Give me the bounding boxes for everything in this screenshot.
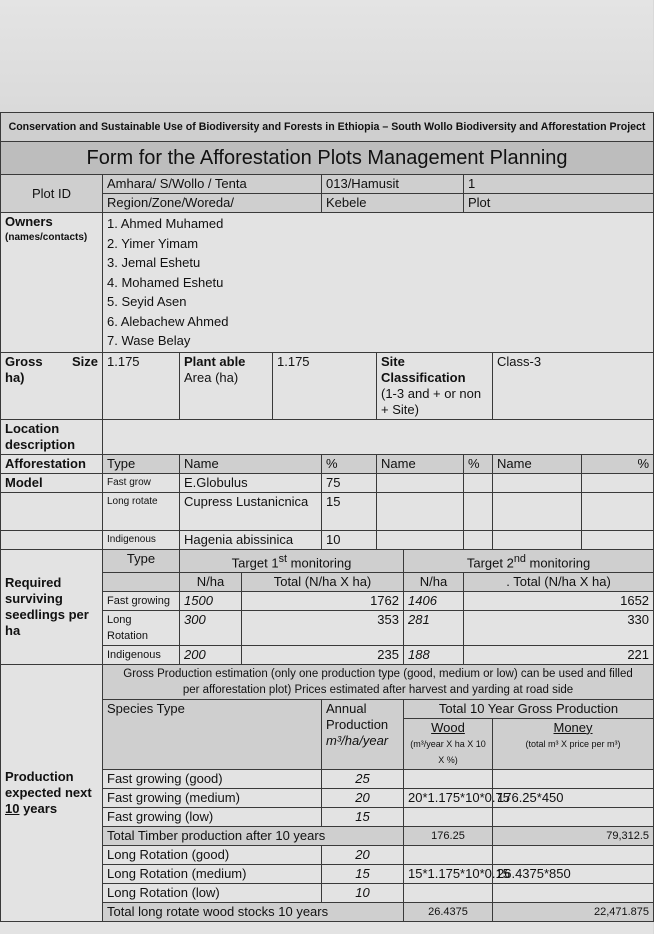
production-annual: 20: [322, 845, 404, 864]
production-money: [493, 883, 654, 902]
plot-id-row: [1, 175, 654, 194]
production-species: Fast growing (medium): [103, 788, 322, 807]
total-long-wood: 26.4375: [404, 902, 493, 921]
afforestation-row: [1, 492, 654, 530]
owner-item: 7. Wase Belay: [107, 333, 191, 348]
money-label: Money: [553, 719, 593, 735]
seedlings-type: Indigenous: [103, 645, 180, 664]
afforestation-row: [1, 473, 654, 492]
target-2-monitoring: monitoring: [525, 554, 591, 570]
location-label: Location description: [1, 419, 103, 454]
afforestation-empty: [464, 530, 493, 549]
plantable-value: 1.175: [273, 352, 377, 419]
target-1-label: Target 1: [231, 554, 279, 570]
seedlings-t1: 353: [242, 610, 404, 645]
production-col-money: [493, 718, 654, 769]
plantable-label-1: Plant able: [184, 353, 246, 369]
total-timber-label: Total Timber production after 10 years: [103, 826, 404, 845]
total-timber-wood: 176.25: [404, 826, 493, 845]
annual-label-2: Production: [326, 716, 389, 732]
production-label-1: Production: [5, 768, 74, 784]
seedlings-type: Fast growing: [103, 591, 180, 610]
production-wood: [404, 883, 493, 902]
production-wood: [404, 845, 493, 864]
owner-item: 6. Alebachew Ahmed: [107, 313, 229, 329]
afforestation-label-blank: [1, 530, 103, 549]
wood-formula: (m³/year X ha X 10 X %): [410, 738, 486, 765]
seedlings-target-1: [180, 549, 404, 572]
money-formula: (total m³ X price per m³): [525, 738, 621, 749]
afforestation-empty: [464, 473, 493, 492]
seedlings-n1: 300: [180, 610, 242, 645]
production-annual: 20: [322, 788, 404, 807]
production-col-annual: [322, 699, 404, 769]
production-label-3: [5, 801, 98, 817]
afforestation-type: Indigenous: [103, 530, 180, 549]
seedlings-target-2: [404, 549, 654, 572]
afforestation-empty: [377, 492, 464, 530]
production-note-2: per afforestation plot) Prices estimated after harvest and yarding at road side: [182, 683, 574, 696]
seedlings-col-nha-2: N/ha: [404, 572, 464, 591]
afforestation-row: [1, 530, 654, 549]
form-sheet: [0, 112, 653, 934]
seedlings-n2: 1406: [404, 591, 464, 610]
annual-label-3: m³/ha/year: [326, 732, 389, 748]
site-classification-note: (1-3 and + or non + Site): [381, 385, 482, 417]
production-label-10: 10: [5, 800, 20, 816]
production-species: Long Rotation (good): [103, 845, 322, 864]
form-title: Form for the Afforestation Plots Management Planning: [1, 142, 654, 175]
location-row: [1, 419, 654, 454]
seedlings-n2: 188: [404, 645, 464, 664]
afforestation-type: Long rotate: [103, 492, 180, 530]
seedlings-t2: 330: [464, 610, 654, 645]
total-long-money: 22,471.875: [493, 902, 654, 921]
seedlings-col-type: Type: [103, 549, 180, 572]
production-annual: 10: [322, 883, 404, 902]
seedlings-label: Required surviving seedlings per ha: [1, 549, 103, 664]
gross-size-value: 1.175: [103, 352, 180, 419]
seedlings-subheader-blank: [103, 572, 180, 591]
owner-item: 4. Mohamed Eshetu: [107, 274, 224, 290]
production-wood: 20*1.175*10*0.75: [404, 788, 493, 807]
afforestation-empty: [582, 492, 654, 530]
owners-sublabel: (names/contacts): [5, 232, 88, 243]
owners-label-cell: [1, 213, 103, 353]
form-title-row: [1, 142, 654, 175]
production-money: [493, 807, 654, 826]
target-1-monitoring: monitoring: [287, 554, 352, 570]
seedlings-t1: 235: [242, 645, 404, 664]
site-classification-cell: [377, 352, 493, 419]
plot-number-label: Plot: [464, 194, 654, 213]
afforestation-pct: 75: [322, 473, 377, 492]
plot-number-value: 1: [464, 175, 654, 194]
afforestation-empty: [493, 530, 582, 549]
afforestation-col-name-2: Name: [377, 454, 464, 473]
plot-id-label: Plot ID: [1, 175, 103, 213]
afforestation-col-pct-3: %: [582, 454, 654, 473]
owner-item: 1. Ahmed Muhamed: [107, 216, 224, 231]
afforestation-col-pct-2: %: [464, 454, 493, 473]
production-species: Fast growing (low): [103, 807, 322, 826]
afforestation-empty: [377, 473, 464, 492]
gross-label: Gross: [5, 353, 43, 369]
production-species: Long Rotation (medium): [103, 864, 322, 883]
afforestation-empty: [464, 492, 493, 530]
location-value: [103, 419, 654, 454]
owners-list: [107, 214, 649, 351]
afforestation-label-blank: [1, 492, 103, 530]
production-col-total10: Total 10 Year Gross Production: [404, 699, 654, 718]
owner-item: 5. Seyid Asen: [107, 294, 187, 309]
production-label-years: years: [19, 800, 58, 816]
seedlings-col-total-2: . Total (N/ha X ha): [464, 572, 654, 591]
production-label-2: expected next: [5, 784, 92, 800]
production-note-1: Gross Production estimation (only one production type (good, medium or low) can be used and filled: [123, 667, 633, 680]
production-money: 176.25*450: [493, 788, 654, 807]
planning-form-table: [0, 112, 654, 922]
production-species: Long Rotation (low): [103, 883, 322, 902]
seedlings-t1: 1762: [242, 591, 404, 610]
site-classification-label: Site Classification: [381, 353, 466, 385]
seedlings-n2: 281: [404, 610, 464, 645]
ha-label: ha): [5, 369, 25, 385]
afforestation-name: Cupress Lustanicnica: [180, 492, 322, 530]
afforestation-name: Hagenia abissinica: [180, 530, 322, 549]
kebele-value: 013/Hamusit: [322, 175, 464, 194]
production-note-row: [1, 664, 654, 699]
afforestation-type: Fast grow: [103, 473, 180, 492]
kebele-label: Kebele: [322, 194, 464, 213]
afforestation-empty: [493, 492, 582, 530]
afforestation-empty: [582, 473, 654, 492]
seedlings-col-total-1: Total (N/ha X ha): [242, 572, 404, 591]
plantable-label: [180, 352, 273, 419]
seedlings-n1: 200: [180, 645, 242, 664]
owners-list-cell: [103, 213, 654, 353]
gross-size-label: [1, 352, 103, 419]
site-class-value: Class-3: [493, 352, 654, 419]
production-note: [103, 664, 654, 699]
afforestation-name: E.Globulus: [180, 473, 322, 492]
seedlings-n1: 1500: [180, 591, 242, 610]
production-col-wood: [404, 718, 493, 769]
production-annual: 15: [322, 807, 404, 826]
afforestation-col-name-3: Name: [493, 454, 582, 473]
afforestation-pct: 10: [322, 530, 377, 549]
afforestation-pct: 15: [322, 492, 377, 530]
production-col-species: Species Type: [103, 699, 322, 769]
page-top-margin: [0, 0, 653, 112]
afforestation-col-pct-1: %: [322, 454, 377, 473]
production-money: 26.4375*850: [493, 864, 654, 883]
seedlings-type: Long Rotation: [103, 610, 180, 645]
production-money: [493, 769, 654, 788]
production-species: Fast growing (good): [103, 769, 322, 788]
production-wood: 15*1.175*10*0.15: [404, 864, 493, 883]
seedlings-t2: 1652: [464, 591, 654, 610]
production-label: [1, 664, 103, 921]
region-value: Amhara/ S/Wollo / Tenta: [103, 175, 322, 194]
plantable-label-2: Area (ha): [184, 369, 239, 385]
afforestation-empty: [493, 473, 582, 492]
wood-label: Wood: [431, 719, 465, 735]
afforestation-label-1: Afforestation: [1, 454, 103, 473]
annual-label-1: Annual: [326, 700, 367, 716]
size-label: Size: [71, 353, 98, 369]
afforestation-header-row: [1, 454, 654, 473]
target-2-sup: nd: [513, 552, 526, 565]
seedlings-header-row: [1, 549, 654, 572]
size-row: [1, 352, 654, 419]
target-1-sup: st: [278, 552, 288, 565]
afforestation-col-name-1: Name: [180, 454, 322, 473]
afforestation-empty: [582, 530, 654, 549]
seedlings-col-nha-1: N/ha: [180, 572, 242, 591]
owners-row: [1, 213, 654, 353]
total-timber-money: 79,312.5: [493, 826, 654, 845]
project-banner-row: [1, 113, 654, 142]
owners-label: Owners: [5, 214, 53, 229]
production-annual: 25: [322, 769, 404, 788]
owner-item: 2. Yimer Yimam: [107, 235, 199, 251]
seedlings-t2: 221: [464, 645, 654, 664]
region-label: Region/Zone/Woreda/: [103, 194, 322, 213]
production-wood: [404, 769, 493, 788]
afforestation-empty: [377, 530, 464, 549]
production-annual: 15: [322, 864, 404, 883]
project-banner: Conservation and Sustainable Use of Biodiversity and Forests in Ethiopia – South Wollo Biodiversity and Afforestation Project: [1, 113, 654, 142]
total-long-label: Total long rotate wood stocks 10 years: [103, 902, 404, 921]
production-wood: [404, 807, 493, 826]
afforestation-label-2: Model: [1, 473, 103, 492]
owner-item: 3. Jemal Eshetu: [107, 255, 201, 270]
target-2-label: Target 2: [466, 554, 514, 570]
afforestation-col-type: Type: [103, 454, 180, 473]
production-money: [493, 845, 654, 864]
